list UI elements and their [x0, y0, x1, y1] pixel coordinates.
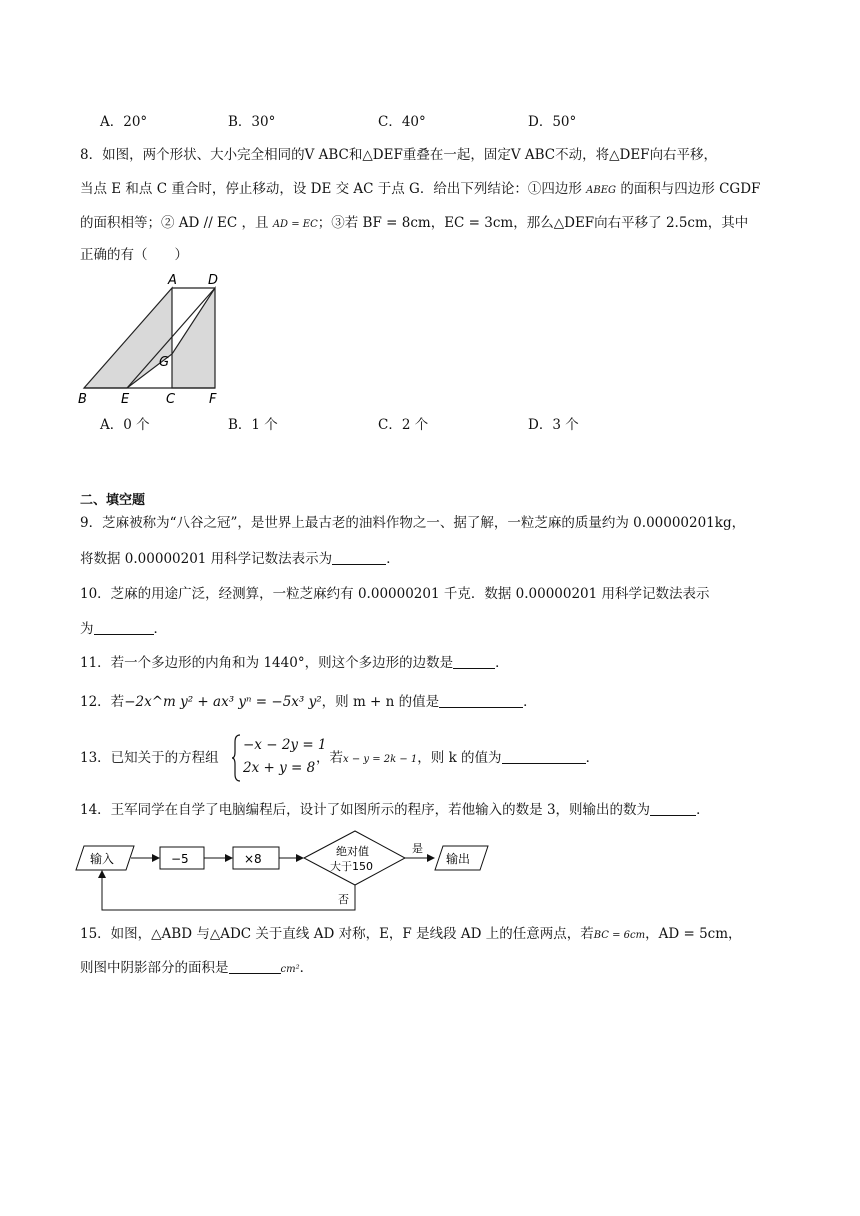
q12-answer-blank[interactable] — [439, 693, 523, 708]
q9-line-1: 9．芝麻被称为“八谷之冠”，是世界上最古老的油料作物之一、据了解，一粒芝麻的质量约为 0.00000201kg， — [80, 515, 746, 531]
flow-cond-line2: 大于150 — [330, 860, 373, 873]
q7-option-b[interactable]: B．30° — [228, 114, 276, 130]
q13-rest: ，若x − y = 2k − 1，则 k 的值为 ． — [316, 750, 600, 766]
label-c: C — [166, 392, 176, 407]
q13-equation-2: 2x + y = 8 — [243, 760, 316, 776]
q8-figure — [70, 270, 230, 408]
flow-cond-line1: 绝对值 — [336, 845, 369, 858]
q8-option-d[interactable]: D．3 个 — [528, 417, 579, 433]
shaded-quad-cgdf — [172, 288, 215, 388]
q10-line-2: 为 ． — [80, 621, 167, 637]
q14-line: 14．王军同学在自学了电脑编程后，设计了如图所示的程序，若他输入的数是 3，则输出的数为 ． — [80, 802, 710, 818]
q11-answer-blank[interactable] — [453, 654, 495, 669]
q7-option-c[interactable]: C．40° — [378, 114, 426, 130]
flow-no-label: 否 — [338, 893, 349, 906]
q7-option-a[interactable]: A．20° — [100, 114, 148, 130]
q14-answer-blank[interactable] — [650, 801, 696, 816]
label-e: E — [121, 392, 130, 407]
q7-option-d[interactable]: D．50° — [528, 114, 577, 130]
flow-minus-text: −5 — [171, 852, 189, 866]
q10-answer-blank[interactable] — [94, 620, 154, 635]
q8-line-2: 当点 E 和点 C 重合时，停止移动，设 DE 交 AC 于点 G．给出下列结论：①四边形 ABEG 的面积与四边形 CGDF — [80, 181, 761, 197]
q8-line-4: 正确的有（ ） — [80, 247, 188, 263]
label-g: G — [159, 355, 170, 370]
q9-answer-blank[interactable] — [332, 550, 386, 565]
q8-option-a[interactable]: A．0 个 — [100, 417, 150, 433]
label-d: D — [208, 273, 219, 288]
shaded-quad-abeg — [84, 288, 172, 388]
flow-input-text: 输入 — [90, 852, 115, 866]
q8-option-b[interactable]: B．1 个 — [228, 417, 278, 433]
section-title-fill-blank: 二、填空题 — [80, 493, 146, 508]
q13-brace — [231, 734, 241, 782]
q8-option-c[interactable]: C．2 个 — [378, 417, 429, 433]
label-a: A — [168, 273, 177, 288]
q13-equation-1: −x − 2y = 1 — [243, 737, 327, 753]
flow-yes-label: 是 — [412, 842, 423, 855]
flow-times-text: ×8 — [244, 852, 262, 866]
label-f: F — [209, 392, 217, 407]
q13-pre: 13．已知关于的方程组 — [80, 750, 219, 766]
q14-flowchart — [74, 828, 494, 912]
q15-line-2: 则图中阴影部分的面积是 cm²． — [80, 960, 314, 976]
q11-line: 11．若一个多边形的内角和为 1440°，则这个多边形的边数是 ． — [80, 655, 509, 671]
flow-output-text: 输出 — [446, 852, 471, 866]
q12-line: 12．若−2x^m y² + ax³ yⁿ = −5x³ y²，则 m + n 的值是 ． — [80, 694, 537, 710]
q13-answer-blank[interactable] — [502, 749, 586, 764]
q15-line-1: 15．如图，△ABD 与△ADC 关于直线 AD 对称，E，F 是线段 AD 上的任意两点，若BC = 6cm，AD = 5cm， — [80, 926, 742, 942]
q9-line-2: 将数据 0.00000201 用科学记数法表示为 ． — [80, 551, 400, 567]
q8-line-1: 8．如图，两个形状、大小完全相同的V ABC和△DEF重叠在一起，固定V ABC不动，将△DEF向右平移， — [80, 147, 718, 163]
q8-line-3: 的面积相等；② AD // EC ，且 AD = EC；③若 BF = 8cm，EC = 3cm，那么△DEF向右平移了 2.5cm，其中 — [80, 215, 749, 231]
q15-answer-blank[interactable] — [229, 959, 281, 974]
label-b: B — [78, 392, 87, 407]
q10-line-1: 10．芝麻的用途广泛，经测算，一粒芝麻约有 0.00000201 千克．数据 0.00000201 用科学记数法表示 — [80, 586, 710, 602]
flow-decision-diamond — [304, 831, 405, 885]
